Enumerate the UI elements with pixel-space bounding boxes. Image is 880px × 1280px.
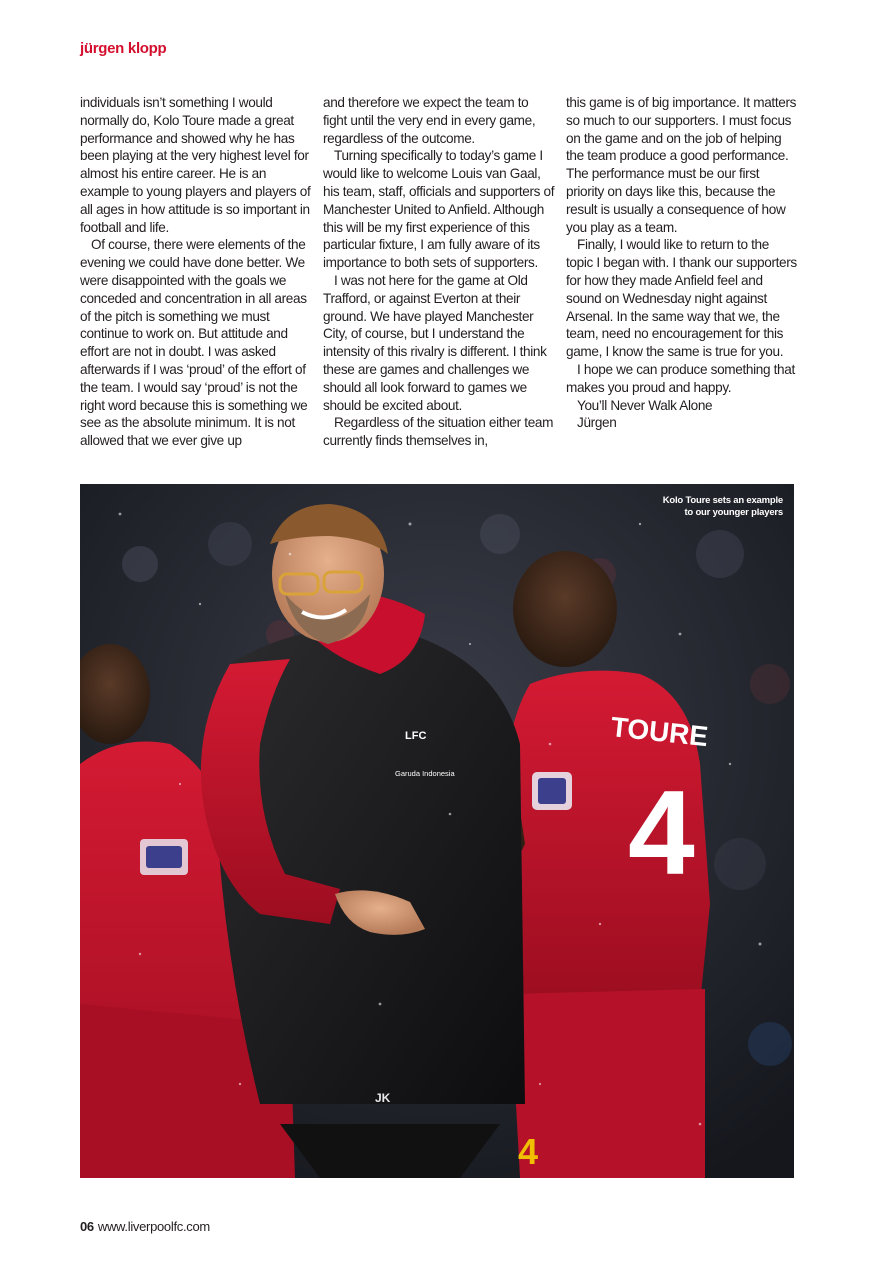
photo-illustration [80,484,794,1178]
shorts-number: 4 [518,1131,539,1172]
paragraph: Of course, there were elements of the evening we could have done better. We were disappointed with the goals we conceded and concentration in all areas of the pitch is something we must continue to work on. But attitude and effort are not in doubt. I was asked afterwards if I was ‘proud’ of the effort of the team. I would say ‘proud’ is not the right word because this is something we see as the absolute minimum. It is not allowed that we ever give up [80,237,308,449]
page-footer [80,1219,210,1234]
sponsor-text: Garuda Indonesia [395,769,455,778]
sign-off-line: You’ll Never Walk Alone [577,397,713,413]
caption-line-2: to our younger players [684,507,783,518]
article-column-1 [80,94,312,450]
caption-line-1: Kolo Toure sets an example [662,495,783,506]
article-column-2 [323,94,555,450]
article-column-3 [566,94,798,432]
paragraph: I was not here for the game at Old Trafford, or against Everton at their ground. We have played Manchester City, of course, but I understand the intensity of this rivalry is different. I think these are games and challenges we should all look forward to games we should be excited about. [323,272,547,413]
paragraph: individuals isn’t something I would normally do, Kolo Toure made a great performance and showed why he has been playing at the very highest level for almost his entire career. He is an example to young players and players of all ages in how attitude is so important in football and life. [80,95,311,235]
photo-caption [613,495,783,519]
signature-name: Jürgen [577,415,617,431]
paragraph: and therefore we expect the team to fight until the very end in every game, regardless of the outcome. [323,95,536,146]
crest-text: LFC [405,730,427,742]
paragraph: I hope we can produce something that makes you proud and happy. [566,361,795,395]
section-title: jürgen klopp [80,40,167,57]
paragraph: this game is of big importance. It matters so much to our supporters. I must focus on the game and on the job of helping the team produce a good performance. The performance must be our first priority on days like this, because the result is usually a consequence of how you play as a team. [566,95,797,235]
page-number: 06 [80,1219,94,1234]
jacket-initials: JK [375,1091,391,1105]
shirt-number: 4 [628,766,695,900]
paragraph: Finally, I would like to return to the topic I began with. I thank our supporters for how they made Anfield feel and sound on Wednesday night against Arsenal. In the same way that we, the team, need no encouragement for this game, I know the same is true for you. [566,237,797,360]
paragraph: Regardless of the situation either team currently finds themselves in, [323,415,554,449]
footer-url: www.liverpoolfc.com [97,1219,210,1234]
paragraph: Turning specifically to today’s game I would like to welcome Louis van Gaal, his team, staff, officials and supporters of Manchester United to Anfield. Although this will be my first experience of this particular fixture, I am fully aware of its importance to both sets of supporters. [323,148,555,271]
shirt-name: TOURE [609,711,710,753]
match-photo [80,484,794,1178]
